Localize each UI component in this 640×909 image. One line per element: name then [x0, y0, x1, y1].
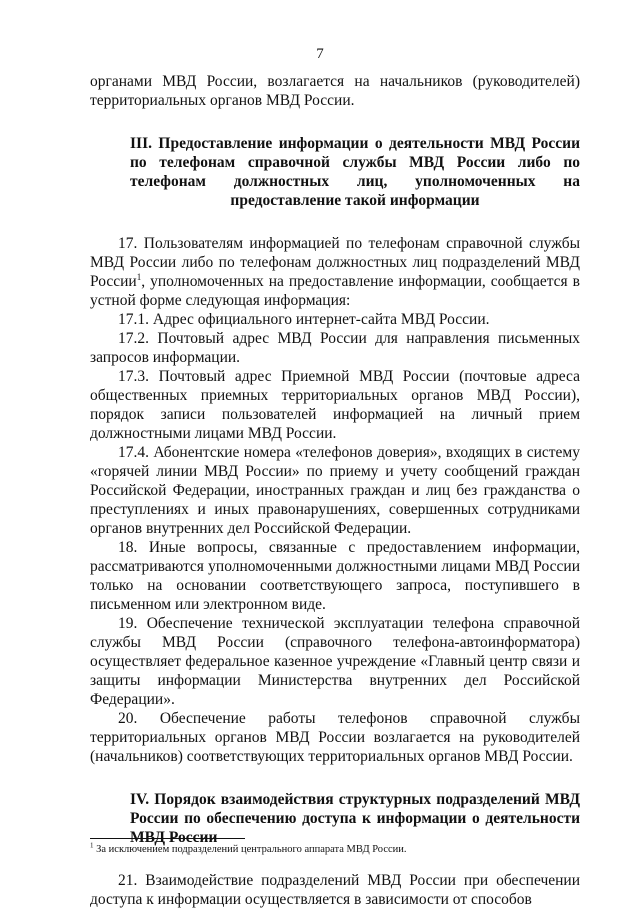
paragraph-21: 21. Взаимодействие подразделений МВД России при обеспечении доступа к информации осуществляется в зависимости от способов — [90, 872, 580, 908]
page-content — [90, 72, 580, 909]
paragraph-17-3: 17.3. Почтовый адрес Приемной МВД России (почтовые адреса общественных приемных территориальных органов МВД России), порядок записи пользователей информацией на личный прием должностными лицами МВД России. — [90, 368, 580, 442]
section-heading-4: IV. Порядок взаимодействия структурных подразделений МВД России по обеспечению доступа к информации о деятельности МВД России — [130, 791, 580, 846]
footnote: $^1$ За исключением подразделений центрального аппарата МВД России. — [90, 841, 407, 855]
footnote-text: За исключением подразделений центрального аппарата МВД России. — [96, 844, 407, 855]
footnote-divider — [90, 838, 245, 839]
paragraph-19: 19. Обеспечение технической эксплуатации телефона справочной службы МВД России (справочного телефона-автоинформатора) осуществляет федеральное казенное учреждение «Главный центр связи и защиты информации Министерства внутренних дел Российской Федерации». — [90, 615, 580, 708]
paragraph-17-1: 17.1. Адрес официального интернет-сайта МВД России. — [118, 311, 490, 328]
paragraph-18: 18. Иные вопросы, связанные с предоставлением информации, рассматриваются уполномоченными должностными лицами МВД России только на основании соответствующего запроса, поступившего в письменном или электронном виде. — [90, 539, 580, 613]
section-heading-3: III. Предоставление информации о деятельности МВД России по телефонам справочной службы МВД России либо по телефонам должностных лиц, уполномоченных на предоставление такой информации — [130, 135, 580, 209]
paragraph-17-2: 17.2. Почтовый адрес МВД России для направления письменных запросов информации. — [90, 330, 580, 366]
paragraph-continuation: органами МВД России, возлагается на начальников (руководителей) территориальных органов МВД России. — [90, 73, 580, 109]
paragraph-17: 17. Пользователям информацией по телефонам справочной службы МВД России либо по телефонам должностных лиц подразделений МВД России$^1$, уполномоченных на предоставление информации, сообщается в устной форме следующая информация: — [90, 235, 580, 309]
page-number: 7 — [316, 46, 324, 62]
footnote-marker: 1 — [136, 271, 142, 282]
paragraph-17-4: 17.4. Абонентские номера «телефонов доверия», входящих в систему «горячей линии МВД России» по приему и учету сообщений граждан Российской Федерации, иностранных граждан и лиц без гражданства о преступлениях и иных правонарушениях, совершенных сотрудниками органов внутренних дел Российской Федерации. — [90, 444, 580, 537]
paragraph-20: 20. Обеспечение работы телефонов справочной службы территориальных органов МВД России возлагается на руководителей (начальников) соответствующих территориальных органов МВД России. — [90, 710, 580, 765]
